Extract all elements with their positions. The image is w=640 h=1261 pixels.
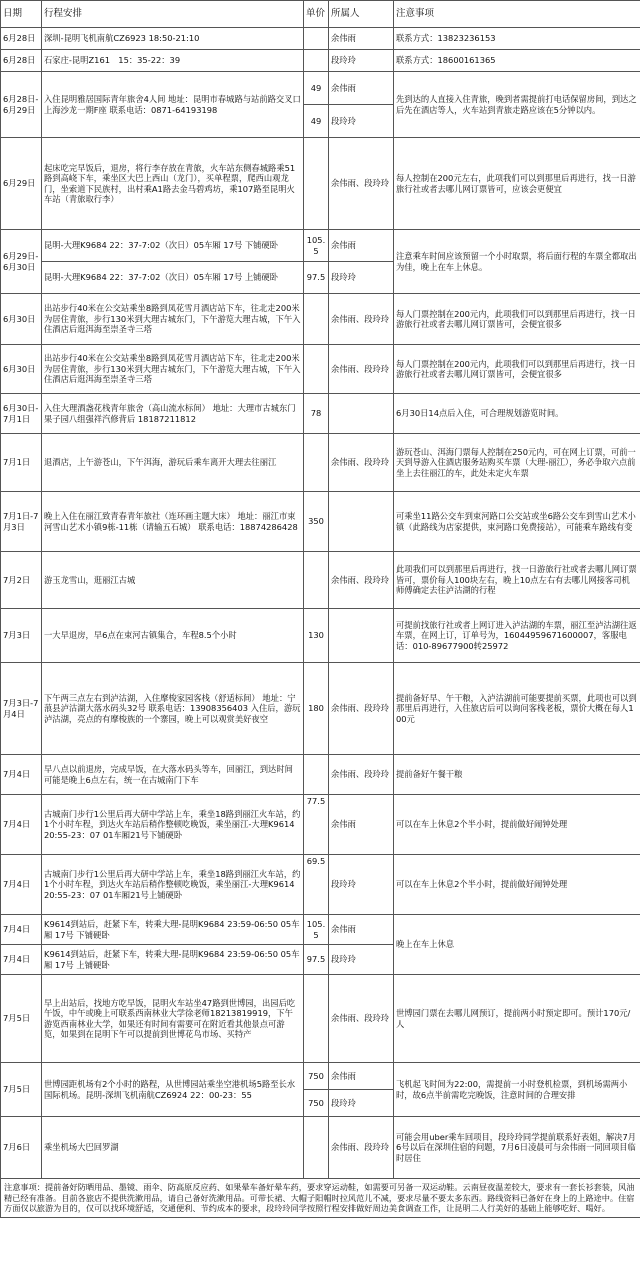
itinerary-cell: 游玉龙雪山，逛丽江古城 [42, 552, 304, 609]
itinerary-cell: 早上出站后，找地方吃早饭，昆明火车站坐47路到世博园，出园后吃午饭，中午或晚上可联系西南林业大学徐老师18213819919，下午游览西南林业大学，如果还有时间有需要可在附近看其他景点可游览，如果到在昆明下午可以提前到世博花鸟市场、买特产 [42, 975, 304, 1063]
notes-cell: 可以在车上休息2个半小时，提前做好闹钟处理 [394, 795, 640, 855]
table-row [1, 72, 640, 105]
person-cell: 余伟雨、段玲玲 [329, 434, 394, 492]
table-row [1, 795, 640, 855]
price-cell [304, 50, 329, 72]
notes-cell: 可提前找旅行社或者上网订进入泸沽湖的车票，丽江至泸沽湖往返车票，在网上订，订单号为，16044959671600007，客服电话：010-89677900转25972 [394, 609, 640, 663]
person-cell [329, 394, 394, 434]
date-cell: 7月4日 [1, 945, 42, 975]
person-cell: 余伟雨 [329, 795, 394, 855]
table-row [1, 230, 640, 262]
price-cell [304, 345, 329, 394]
person-cell: 余伟雨 [329, 72, 394, 105]
date-cell: 7月4日 [1, 755, 42, 795]
date-cell: 6月28日 [1, 50, 42, 72]
person-cell: 余伟雨 [329, 230, 394, 262]
table-row [1, 294, 640, 345]
itinerary-cell: K9614到站后，赶紧下车，转乘大理-昆明K9684 23:59-06:50 05车厢 17号 下铺硬卧 [42, 915, 304, 945]
header-notes: 注意事项 [394, 1, 640, 28]
itinerary-cell: 古城南门步行1公里后再大研中学站上车，乘坐18路到丽江火车站，约1个小时车程，到达火车站后稍作整顿吃晚饭，乘坐丽江-大理K9614 20:55-23：07 01车厢21号下铺硬卧 [42, 795, 304, 855]
table-row [1, 552, 640, 609]
table-row [1, 394, 640, 434]
itinerary-cell: 世博园距机场有2个小时的路程，从世博园站乘坐空港机场5路至长水国际机场。昆明-深圳飞机南航CZ6924 22：00-23：55 [42, 1063, 304, 1117]
itinerary-cell: 一大早退房，早6点在束河古镇集合，车程8.5个小时 [42, 609, 304, 663]
notes-cell: 联系方式：13823236153 [394, 28, 640, 50]
date-cell: 7月4日 [1, 855, 42, 915]
person-cell: 段玲玲 [329, 262, 394, 294]
table-row [1, 50, 640, 72]
table-row [1, 138, 640, 230]
price-cell: 97.5 [304, 262, 329, 294]
footer-row [1, 1179, 640, 1218]
date-cell: 7月1日-7月3日 [1, 492, 42, 552]
price-cell [304, 434, 329, 492]
person-cell: 段玲玲 [329, 855, 394, 915]
itinerary-cell: 下午两三点左右到泸沽湖，入住摩梭家园客栈（舒适标间） 地址：宁蒗县泸沽湖大落水码头32号 联系电话：13908356403 入住后，游玩泸沽湖，亮点的有摩梭族的一个寨园，晚上可以观赏美好夜空 [42, 663, 304, 755]
price-cell: 750 [304, 1063, 329, 1090]
price-cell: 105.5 [304, 915, 329, 945]
person-cell: 余伟雨、段玲玲 [329, 755, 394, 795]
price-cell [304, 28, 329, 50]
itinerary-cell: 深圳-昆明飞机南航CZ6923 18:50-21:10 [42, 28, 304, 50]
date-cell: 6月29日-6月30日 [1, 230, 42, 294]
table-row [1, 1117, 640, 1179]
person-cell [329, 492, 394, 552]
table-row [1, 492, 640, 552]
price-cell: 97.5 [304, 945, 329, 975]
price-cell: 350 [304, 492, 329, 552]
person-cell: 余伟雨 [329, 1063, 394, 1090]
itinerary-cell: 出站步行40米在公交站乘坐8路到凤花雪月酒店站下车，往北走200米为居住青旅，步行130米到大理古城东门，下午游览大理古城，下午入住酒店后逛洱海至崇圣寺三塔 [42, 294, 304, 345]
itinerary-cell: 出站步行40米在公交站乘坐8路到凤花雪月酒店站下车，往北走200米为居住青旅，步行130米到大理古城东门，下午游览大理古城，下午入住酒店后逛洱海至崇圣寺三塔 [42, 345, 304, 394]
table-row [1, 434, 640, 492]
price-cell: 130 [304, 609, 329, 663]
notes-cell: 每人门票控制在200元内，此项我们可以到那里后再进行，找一日游旅行社或者去哪儿网订票皆可，会便宜很多 [394, 345, 640, 394]
price-cell: 78 [304, 394, 329, 434]
itinerary-cell: 古城南门步行1公里后再大研中学站上车，乘坐18路到丽江火车站，约1个小时车程，到达火车站后稍作整顿吃晚饭，乘坐丽江-大理K9614 20:55-23：07 01车厢21号上铺硬卧 [42, 855, 304, 915]
price-cell: 105.5 [304, 230, 329, 262]
itinerary-cell: 石家庄-昆明Z161 15：35-22：39 [42, 50, 304, 72]
table-row [1, 1063, 640, 1090]
notes-cell: 晚上在车上休息 [394, 915, 640, 975]
date-cell: 7月4日 [1, 915, 42, 945]
date-cell: 7月5日 [1, 1063, 42, 1117]
price-cell [304, 138, 329, 230]
table-row [1, 975, 640, 1063]
itinerary-cell: 昆明-大理K9684 22：37-7:02（次日）05车厢 17号 上铺硬卧 [42, 262, 304, 294]
notes-cell: 提前备好午餐干粮 [394, 755, 640, 795]
date-cell: 7月2日 [1, 552, 42, 609]
person-cell: 余伟雨、段玲玲 [329, 294, 394, 345]
price-cell: 180 [304, 663, 329, 755]
notes-cell: 提前备好早、午干粮，入泸沽湖前可能要提前买票，此项也可以到那里后再进行，入住旅店后可以询问客栈老板，票价大概在每人100元 [394, 663, 640, 755]
price-cell [304, 294, 329, 345]
price-cell [304, 755, 329, 795]
date-cell: 6月30日 [1, 294, 42, 345]
person-cell: 段玲玲 [329, 50, 394, 72]
table-row [1, 663, 640, 755]
notes-cell: 飞机起飞时间为22:00，需提前一小时登机检票，到机场需两小时，故6点半前需吃完晚饭，注意时间的合理安排 [394, 1063, 640, 1117]
person-cell: 余伟雨、段玲玲 [329, 975, 394, 1063]
price-cell: 750 [304, 1090, 329, 1117]
notes-cell: 6月30日14点后入住，可合理规划游览时间。 [394, 394, 640, 434]
notes-cell: 可以在车上休息2个半小时，提前做好闹钟处理 [394, 855, 640, 915]
price-cell [304, 975, 329, 1063]
notes-cell: 注意乘车时间应该预留一个小时取票，将后面行程的车票全都取出为佳，晚上在车上休息。 [394, 230, 640, 294]
header-date: 日期 [1, 1, 42, 28]
person-cell: 段玲玲 [329, 105, 394, 138]
price-cell: 69.5 [304, 855, 329, 915]
date-cell: 7月4日 [1, 795, 42, 855]
itinerary-cell: 入住大理酒盏花栈青年旅舍（高山流水标间） 地址：大理市古城东门果子园八组强祥汽修背后 18187211812 [42, 394, 304, 434]
itinerary-cell: K9614到站后，赶紧下车，转乘大理-昆明K9684 23:59-06:50 05车厢 17号 上铺硬卧 [42, 945, 304, 975]
person-cell: 余伟雨、段玲玲 [329, 1117, 394, 1179]
price-cell: 49 [304, 72, 329, 105]
date-cell: 6月30日-7月1日 [1, 394, 42, 434]
date-cell: 7月6日 [1, 1117, 42, 1179]
itinerary-cell: 晚上入住在丽江致青春青年旅社（连环画主题大床） 地址：丽江市束河雪山艺术小镇9栋-11栋（请输五石城） 联系电话：18874286428 [42, 492, 304, 552]
itinerary-cell: 早八点以前退房，完成早饭，在大落水码头等车，回丽江，到达时间可能是晚上6点左右，统一在古城南门下车 [42, 755, 304, 795]
table-row [1, 609, 640, 663]
table-row [1, 915, 640, 945]
footer-note: 注意事项：提前备好防晒用品、墨镜、雨伞、防高原反应药、如果晕车备好晕车药，要求穿运动鞋，如需要可另备一双运动鞋。云南昼夜温差较大，要求有一套长衫套装，风油精已经有准备。目前各旅店不提供洗漱用品，请自己备好洗漱用品。可带长裙、大帽子阳帽时拉风范儿不减，要求尽量不要太多东西。路线资料已备好在身上的上路途中。住宿方面仅以旅游为目的，仅可以找环境舒适，交通便利、节约成本的要求，段玲玲同学按照行程安排做好周边美食调查工作，让昆明二人行美好的基础上能够吃好、喝好。 [1, 1179, 640, 1218]
header-person: 所属人 [329, 1, 394, 28]
notes-cell: 可乘坐11路公交车到束河路口公交站或坐6路公交车到雪山艺术小镇（此路线为店家提供，束河路口免费接站），可能乘车路线有变 [394, 492, 640, 552]
itinerary-cell: 昆明-大理K9684 22：37-7:02（次日）05车厢 17号 下铺硬卧 [42, 230, 304, 262]
header-itinerary: 行程安排 [42, 1, 304, 28]
notes-cell: 游玩苍山、洱海门票每人控制在250元内，可在网上订票，可前一天到导游入住酒店服务站购买车票（大理-丽江），务必争取六点前坐上去往丽江的车，此处未定火车票 [394, 434, 640, 492]
table-row [1, 755, 640, 795]
date-cell: 7月3日-7月4日 [1, 663, 42, 755]
table-row [1, 345, 640, 394]
notes-cell: 此项我们可以到那里后再进行，找一日游旅行社或者去哪儿网订票皆可，票价每人100块左右，晚上10点左右有去哪儿网接客司机师傅确定去往泸沽湖的行程 [394, 552, 640, 609]
person-cell: 余伟雨、段玲玲 [329, 552, 394, 609]
itinerary-cell: 入住昆明雅居国际青年旅舍4人间 地址：昆明市春城路与站前路交叉口上海沙龙一期F座 联系电话：0871-64193198 [42, 72, 304, 138]
person-cell: 余伟雨、段玲玲 [329, 138, 394, 230]
notes-cell: 先到达的人直接入住青旅，晚到者需提前打电话保留房间，到达之后先在酒店等人，火车站到青旅走路应该在5分钟以内。 [394, 72, 640, 138]
person-cell: 段玲玲 [329, 945, 394, 975]
person-cell: 段玲玲 [329, 1090, 394, 1117]
person-cell: 余伟雨 [329, 915, 394, 945]
date-cell: 6月28日-6月29日 [1, 72, 42, 138]
notes-cell: 可能会用uber乘车回项目，段玲玲同学提前联系好表姐，解决7月6号以后在深圳住宿的问题，7月6日凌晨可与余伟雨一同回项目临时居住 [394, 1117, 640, 1179]
date-cell: 6月30日 [1, 345, 42, 394]
person-cell [329, 609, 394, 663]
date-cell: 7月1日 [1, 434, 42, 492]
notes-cell: 每人门票控制在200元内，此项我们可以到那里后再进行，找一日游旅行社或者去哪儿网订票皆可，会便宜很多 [394, 294, 640, 345]
table-row [1, 28, 640, 50]
price-cell [304, 1117, 329, 1179]
person-cell: 余伟雨、段玲玲 [329, 345, 394, 394]
date-cell: 6月29日 [1, 138, 42, 230]
price-cell [304, 552, 329, 609]
itinerary-cell: 退酒店，上午游苍山，下午洱海，游玩后乘车离开大理去往丽江 [42, 434, 304, 492]
date-cell: 7月3日 [1, 609, 42, 663]
notes-cell: 每人控制在200元左右，此项我们可以到那里后再进行，找一日游旅行社或者去哪儿网订票皆可，应该会更便宜 [394, 138, 640, 230]
price-cell: 49 [304, 105, 329, 138]
person-cell: 余伟雨、段玲玲 [329, 663, 394, 755]
date-cell: 7月5日 [1, 975, 42, 1063]
price-cell: 77.5 [304, 795, 329, 855]
header-price: 单价 [304, 1, 329, 28]
person-cell: 余伟雨 [329, 28, 394, 50]
notes-cell: 世博园门票在去哪儿网预订，提前两小时预定即可。预计170元/人 [394, 975, 640, 1063]
date-cell: 6月28日 [1, 28, 42, 50]
notes-cell: 联系方式：18600161365 [394, 50, 640, 72]
itinerary-cell: 乘坐机场大巴回罗湖 [42, 1117, 304, 1179]
itinerary-cell: 起床吃完早饭后，退房，将行李存放在青旅，火车站东侧春城路乘51路到高峣下车，乘坐区大巴上西山（龙门），买单程票，爬西山观龙门，坐索道下民族村，出村乘A1路去金马碧鸡坊，乘107路至昆明火车站（青旅取行李） [42, 138, 304, 230]
table-row [1, 855, 640, 915]
header-row [1, 1, 640, 28]
